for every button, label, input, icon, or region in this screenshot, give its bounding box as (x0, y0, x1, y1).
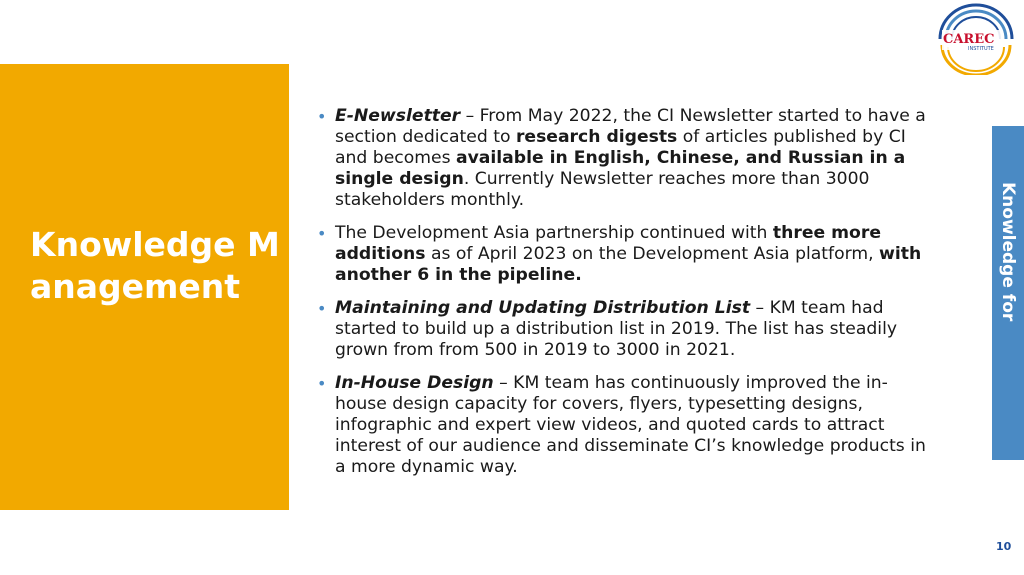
bullet-list (317, 106, 937, 490)
logo-subtitle: INSTITUTE (968, 46, 994, 52)
side-tab-label: Knowledge for (998, 182, 1018, 322)
bullet-bold-part: with another 6 in the pipeline. (335, 244, 922, 285)
section-title: Knowledge Management (30, 225, 280, 306)
bullet-text-part: of articles published by CI and becomes (335, 127, 906, 168)
bullet-bold-part: available in English, Chinese, and Russian in a single design (335, 148, 906, 189)
bullet-text (335, 373, 926, 477)
bullet-heading: In-House Design (335, 373, 494, 393)
bullet-item (317, 298, 937, 361)
bullet-text (335, 223, 921, 285)
carec-institute-logo (936, 3, 1016, 75)
bullet-dot-icon: • (317, 107, 327, 126)
bullet-dot-icon: • (317, 224, 327, 243)
page-number: 10 (996, 540, 1012, 553)
bullet-text (335, 106, 926, 210)
bullet-item (317, 223, 937, 286)
bullet-text-part: as of April 2023 on the Development Asia platform, (425, 244, 880, 264)
side-tab (992, 126, 1024, 460)
bullet-text-part: – KM team had started to build up a distribution list in 2019. The list has steadily grown from from 500 in 2019 to 3000 in 2021. (335, 298, 898, 360)
bullet-heading: Maintaining and Updating Distribution List (335, 298, 751, 318)
logo-text: CAREC (943, 32, 995, 47)
bullet-text-part: . Currently Newsletter reaches more than 3000 stakeholders monthly. (335, 169, 870, 210)
bullet-bold-part: three more additions (335, 223, 881, 264)
bullet-heading: E-Newsletter (335, 106, 461, 126)
bullet-dot-icon: • (317, 374, 327, 393)
bullet-text (335, 298, 897, 360)
bullet-text-part: The Development Asia partnership continued with (335, 223, 773, 243)
bullet-item (317, 106, 937, 211)
bullet-item (317, 373, 937, 478)
bullet-text-part: – KM team has continuously improved the in-house design capacity for covers, flyers, typesetting designs, infographic and expert view videos, and quoted cards to attract interest of our audience and disseminate CI’s knowledge products in a more dynamic way. (335, 373, 926, 477)
bullet-text-part: – From May 2022, the CI Newsletter started to have a section dedicated to (335, 106, 926, 147)
bullet-bold-part: research digests (515, 127, 678, 147)
bullet-dot-icon: • (317, 299, 327, 318)
